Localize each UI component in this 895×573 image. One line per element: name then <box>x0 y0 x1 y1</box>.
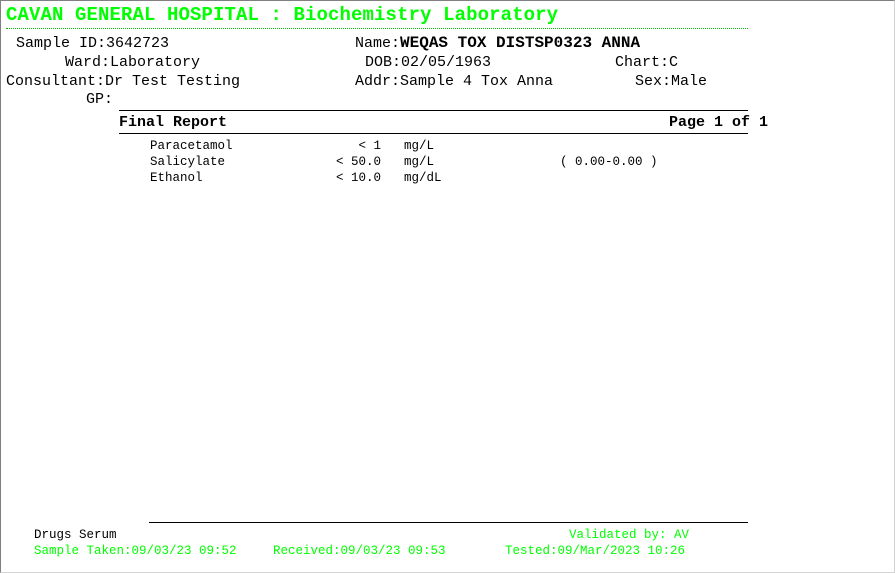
result-test-name: Paracetamol <box>150 139 233 153</box>
received-time: Received:09/03/23 09:53 <box>273 544 446 558</box>
consultant-value: Dr Test Testing <box>105 73 241 90</box>
result-test-name: Salicylate <box>150 155 226 169</box>
chart-value: C <box>669 54 679 71</box>
report-status: Final Report <box>119 114 228 131</box>
page-indicator: Page 1 of 1 <box>669 114 769 131</box>
result-range: ( 0.00-0.00 ) <box>560 155 658 169</box>
addr-label: Addr: <box>355 73 401 90</box>
result-value: < 1 <box>358 139 381 153</box>
ward-value: Laboratory <box>110 54 201 71</box>
consultant-label: Consultant: <box>6 73 106 90</box>
result-unit: mg/dL <box>404 171 442 185</box>
gp-label: GP: <box>86 91 114 108</box>
chart-row <box>615 54 678 71</box>
dob-row <box>365 54 491 71</box>
sample-id-value: 3642723 <box>106 35 170 52</box>
addr-value: Sample 4 Tox Anna <box>400 73 554 90</box>
sample-id-row <box>16 35 169 52</box>
sex-label: Sex: <box>635 73 672 90</box>
result-value: < 50.0 <box>335 155 381 169</box>
name-label: Name: <box>355 35 401 52</box>
sex-row <box>635 73 707 90</box>
result-unit: mg/L <box>404 155 435 169</box>
patient-name: WEQAS TOX DISTSP0323 ANNA <box>400 34 641 52</box>
dob-value: 02/05/1963 <box>401 54 492 71</box>
ward-label: Ward: <box>65 54 111 71</box>
addr-row <box>355 73 553 90</box>
hospital-title: CAVAN GENERAL HOSPITAL : Biochemistry Laboratory <box>6 4 559 26</box>
title-underline <box>6 28 748 29</box>
name-row <box>355 34 640 52</box>
ward-row <box>65 54 200 71</box>
specimen-type: Drugs Serum <box>34 528 117 542</box>
report-top-rule <box>119 110 748 111</box>
consultant-row <box>6 73 240 90</box>
chart-label: Chart: <box>615 54 670 71</box>
dob-label: DOB: <box>365 54 402 71</box>
sample-id-label: Sample ID: <box>16 35 107 52</box>
result-unit: mg/L <box>404 139 435 153</box>
sample-taken: Sample Taken:09/03/23 09:52 <box>34 544 237 558</box>
validated-by: Validated by: AV <box>569 528 690 542</box>
footer-rule <box>149 522 748 523</box>
report-header-rule <box>119 133 748 134</box>
result-test-name: Ethanol <box>150 171 203 185</box>
result-value: < 10.0 <box>335 171 381 185</box>
sex-value: Male <box>671 73 708 90</box>
tested-time: Tested:09/Mar/2023 10:26 <box>505 544 686 558</box>
